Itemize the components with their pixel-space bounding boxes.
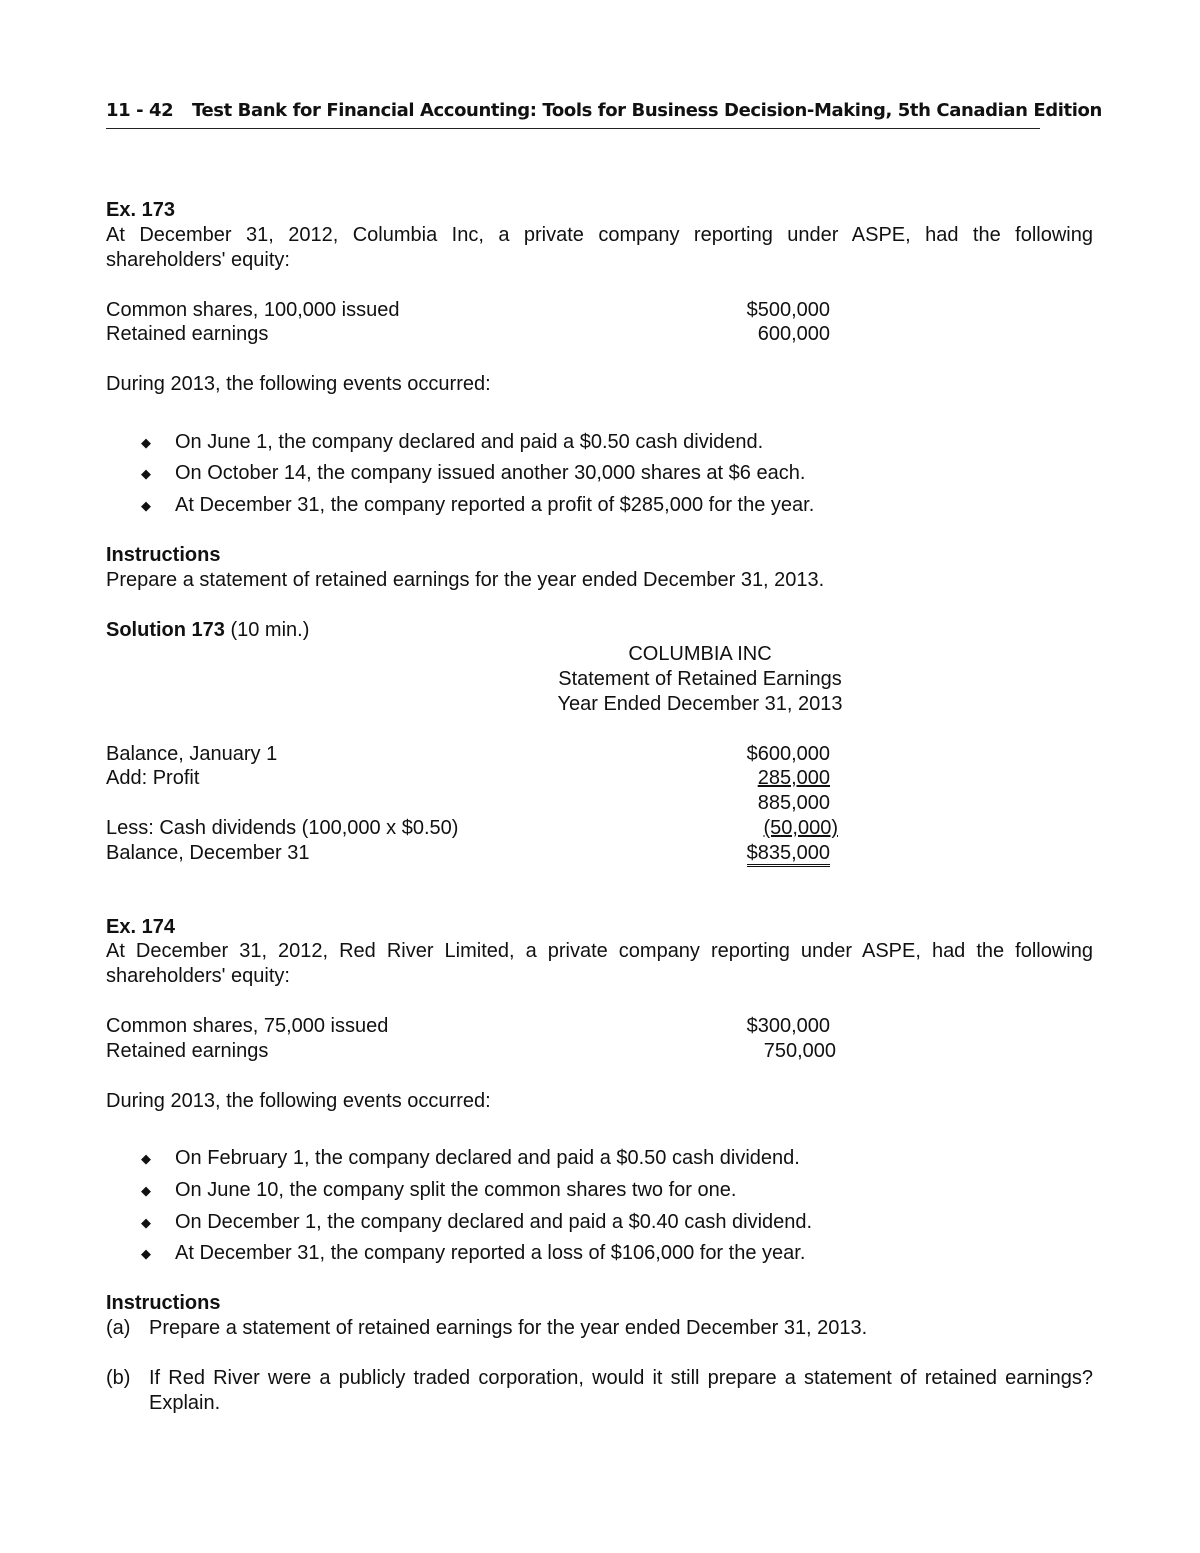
equity-amount: 600,000 (757, 323, 830, 345)
equity-label: Common shares, 100,000 issued (106, 299, 400, 321)
list-item: ◆ At December 31, the company reported a profit of $285,000 for the year. (141, 494, 815, 516)
statement-row-label: Balance, December 31 (106, 842, 310, 864)
statement-row-label: Balance, January 1 (106, 743, 278, 765)
list-item: ◆ On October 14, the company issued another 30,000 shares at $6 each. (141, 462, 806, 484)
company-name: COLUMBIA INC (628, 643, 772, 665)
instructions-heading: Instructions (106, 1292, 221, 1314)
part-label: (a) (106, 1317, 131, 1339)
bullet-icon: ◆ (141, 1246, 151, 1261)
statement-period: Year Ended December 31, 2013 (557, 693, 843, 715)
statement-row-amount: 285,000 (757, 767, 830, 789)
equity-label: Retained earnings (106, 1040, 269, 1062)
bullet-icon: ◆ (141, 1151, 151, 1166)
instructions-heading: Instructions (106, 544, 221, 566)
statement-row-amount: (50,000) (763, 817, 838, 839)
statement-subtotal: 885,000 (757, 792, 830, 814)
equity-label: Common shares, 75,000 issued (106, 1015, 389, 1037)
exercise-intro: At December 31, 2012, Red River Limited, a private company reporting under ASPE, had the following (106, 940, 1093, 962)
equity-label: Retained earnings (106, 323, 269, 345)
list-item: ◆ On February 1, the company declared and paid a $0.50 cash dividend. (141, 1147, 800, 1169)
bullet-icon: ◆ (141, 498, 151, 513)
events-intro: During 2013, the following events occurred: (106, 1090, 491, 1112)
statement-row-label: Less: Cash dividends (100,000 x $0.50) (106, 817, 459, 839)
page-header (106, 100, 1102, 129)
equity-amount: $300,000 (746, 1015, 830, 1037)
equity-amount: $500,000 (746, 299, 830, 321)
bullet-icon: ◆ (141, 1215, 151, 1230)
bullet-icon: ◆ (141, 1183, 151, 1198)
part-text: Prepare a statement of retained earnings for the year ended December 31, 2013. (149, 1317, 868, 1339)
exercise-intro-cont: shareholders' equity: (106, 249, 290, 271)
statement-title: Statement of Retained Earnings (558, 668, 842, 690)
book-title: Test Bank for Financial Accounting: Tools for Business Decision-Making, 5th Canadian Edition (192, 100, 1102, 121)
statement-total: $835,000 (736, 841, 830, 866)
page-number: 11 - 42 (106, 100, 174, 121)
list-item: ◆ On June 1, the company declared and paid a $0.50 cash dividend. (141, 431, 764, 453)
statement-row-label: Add: Profit (106, 767, 200, 789)
part-label: (b) (106, 1367, 131, 1389)
solution-heading: Solution 173 (10 min.) (106, 619, 310, 641)
statement-row-amount: $600,000 (746, 743, 830, 765)
bullet-icon: ◆ (141, 466, 151, 481)
list-item: ◆ At December 31, the company reported a loss of $106,000 for the year. (141, 1242, 806, 1264)
exercise-intro: At December 31, 2012, Columbia Inc, a private company reporting under ASPE, had the following (106, 224, 1093, 246)
instructions-text: Prepare a statement of retained earnings for the year ended December 31, 2013. (106, 569, 825, 591)
exercise-heading: Ex. 174 (106, 916, 175, 938)
bullet-icon: ◆ (141, 435, 151, 450)
exercise-intro-cont: shareholders' equity: (106, 965, 290, 987)
list-item: ◆ On June 10, the company split the common shares two for one. (141, 1179, 737, 1201)
list-item: ◆ On December 1, the company declared and paid a $0.40 cash dividend. (141, 1211, 813, 1233)
events-intro: During 2013, the following events occurred: (106, 373, 491, 395)
equity-amount: 750,000 (763, 1040, 836, 1062)
exercise-heading: Ex. 173 (106, 199, 175, 221)
part-text: If Red River were a publicly traded corporation, would it still prepare a statement of retained earnings? Explain. (149, 1367, 1093, 1414)
